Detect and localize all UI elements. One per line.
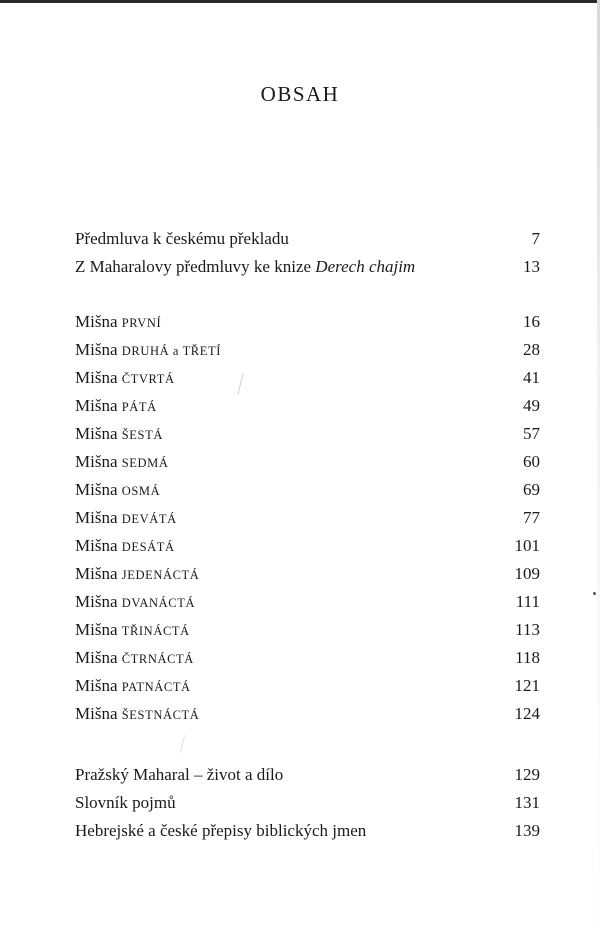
- toc-row: [75, 253, 540, 281]
- scan-dot: [593, 592, 596, 595]
- toc-entry-word: Mišna: [75, 620, 118, 639]
- toc-entry-word: Mišna: [75, 368, 118, 387]
- toc-entry-ordinal: JEDENÁCTÁ: [121, 568, 200, 582]
- toc-page-number: 77: [523, 508, 540, 527]
- toc-row: [75, 308, 540, 336]
- toc-entry-ordinal: ČTVRTÁ: [121, 372, 175, 386]
- toc-row: [75, 789, 540, 817]
- toc-row: [75, 532, 540, 560]
- toc-page-number: 131: [514, 793, 540, 812]
- toc-entry-word: Mišna: [75, 648, 118, 667]
- toc-page-number: 7: [531, 229, 540, 248]
- toc-page-number: 129: [514, 765, 540, 784]
- toc-page-number: 101: [514, 536, 540, 555]
- toc-row: [75, 672, 540, 700]
- toc-row: [75, 336, 540, 364]
- toc-entry-title: Slovník pojmů: [75, 793, 176, 812]
- toc-entry-ordinal: SEDMÁ: [121, 456, 169, 470]
- toc-row: [75, 476, 540, 504]
- toc-row: [75, 225, 540, 253]
- toc-page-number: 113: [515, 620, 540, 639]
- toc-entry-ordinal: ŠESTÁ: [121, 428, 163, 442]
- toc-row: [75, 761, 540, 789]
- toc-row: [75, 364, 540, 392]
- toc-entry-word: Mišna: [75, 704, 118, 723]
- toc-page-number: 60: [523, 452, 540, 471]
- toc-entry-word: Mišna: [75, 592, 118, 611]
- toc-page-number: 109: [514, 564, 540, 583]
- toc-entry-text: Předmluva k českému překladu: [75, 229, 289, 248]
- toc-page-number: 49: [523, 396, 540, 415]
- toc-page-number: 57: [523, 424, 540, 443]
- toc-entry-word: Mišna: [75, 452, 118, 471]
- toc-page-number: 121: [514, 676, 540, 695]
- toc-entry-ordinal: DESÁTÁ: [121, 540, 175, 554]
- toc-group-intro: [75, 225, 540, 281]
- toc-entry-word: Mišna: [75, 676, 118, 695]
- toc-row: [75, 616, 540, 644]
- toc-page-number: 139: [514, 821, 540, 840]
- toc-row: [75, 504, 540, 532]
- toc-row: [75, 700, 540, 728]
- toc-entry-word: Mišna: [75, 424, 118, 443]
- toc-entry-word: Mišna: [75, 340, 118, 359]
- toc-entry-title: Hebrejské a české přepisy biblických jmen: [75, 821, 367, 840]
- toc-page-number: 41: [523, 368, 540, 387]
- page-top-edge: [0, 0, 600, 3]
- toc-row: [75, 644, 540, 672]
- toc-row: [75, 392, 540, 420]
- toc-page-number: 69: [523, 480, 540, 499]
- toc-row: [75, 420, 540, 448]
- toc-page-number: 111: [515, 592, 540, 611]
- toc-group-mishnayot: [75, 308, 540, 728]
- page-title: OBSAH: [260, 82, 340, 106]
- toc-page-number: 13: [523, 257, 540, 276]
- toc-entry-word: Mišna: [75, 536, 118, 555]
- toc-page-number: 118: [515, 648, 540, 667]
- toc-entry-ordinal: ŠESTNÁCTÁ: [121, 708, 200, 722]
- toc-entry-word: Mišna: [75, 564, 118, 583]
- toc-entry-italic: Derech chajim: [315, 257, 416, 276]
- toc-entry-ordinal: OSMÁ: [121, 484, 161, 498]
- toc-entry-ordinal: PÁTÁ: [121, 400, 157, 414]
- toc-entry-word: Mišna: [75, 312, 118, 331]
- toc-entry-word: Mišna: [75, 396, 118, 415]
- toc-group-appendix: [75, 761, 540, 845]
- toc-entry-ordinal: DRUHÁ a TŘETÍ: [121, 344, 221, 358]
- toc-row: [75, 817, 540, 845]
- toc-entry-title: [75, 253, 415, 281]
- toc-entry-title: Pražský Maharal – život a dílo: [75, 765, 284, 784]
- toc-entry-ordinal: DEVÁTÁ: [121, 512, 177, 526]
- toc-page-number: 28: [523, 340, 540, 359]
- scan-mark: [180, 735, 185, 753]
- toc-entry-text: Z Maharalovy předmluvy ke knize: [75, 257, 316, 276]
- toc-entry-ordinal: PATNÁCTÁ: [121, 680, 191, 694]
- toc-entry-title: [75, 225, 289, 253]
- toc-row: [75, 588, 540, 616]
- toc-entry-ordinal: DVANÁCTÁ: [121, 596, 196, 610]
- toc-page-number: 124: [514, 704, 540, 723]
- toc-entry-ordinal: TŘINÁCTÁ: [121, 624, 190, 638]
- toc-entry-ordinal: PRVNÍ: [121, 316, 162, 330]
- toc-entry-word: Mišna: [75, 508, 118, 527]
- toc-row: [75, 560, 540, 588]
- toc-entry-word: Mišna: [75, 480, 118, 499]
- toc-entry-ordinal: ČTRNÁCTÁ: [121, 652, 194, 666]
- toc-page-number: 16: [523, 312, 540, 331]
- toc-row: [75, 448, 540, 476]
